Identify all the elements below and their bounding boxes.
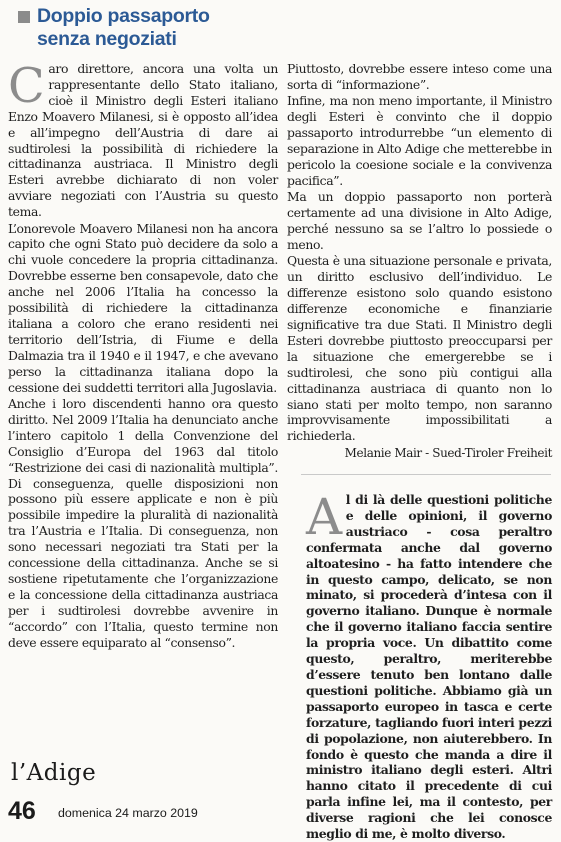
letter-column-left	[8, 58, 278, 651]
headline-marker	[18, 11, 30, 23]
signature-name: Melanie Mair	[344, 446, 422, 461]
letter-paragraph-6: Ma un doppio passaporto non porterà certamente ad una divisione in Alto Adige, perché nessuno sa se l’altro lo possiede o meno.	[287, 189, 552, 252]
headline	[37, 5, 210, 51]
letter-signature	[287, 446, 552, 462]
letter-paragraph-4: Piuttosto, dovrebbe essere inteso come una sorta di “informazione”.	[287, 61, 552, 92]
headline-line-2: senza negoziati	[37, 28, 177, 50]
reply-separator	[301, 474, 551, 475]
reply-dropcap: A	[306, 488, 342, 546]
headline-line-1: Doppio passaporto	[37, 5, 210, 27]
letter-column-right	[287, 61, 552, 462]
letter-paragraph-5: Infine, ma non meno importante, il Ministro degli Esteri è convinto che il doppio passaporto introdurrebbe “un elemento di separazione in Alto Adige che metterebbe in pericolo la coesione sociale e la convivenza pacifica”.	[287, 93, 552, 188]
editor-reply	[306, 488, 552, 842]
letter-paragraph-7: Questa è una situazione personale e privata, un diritto esclusivo dell’individuo. Le differenze esistono solo quando esistono differenze economiche e finanziarie significative tra due Stati. Il Ministro degli Esteri dovrebbe piuttosto preoccuparsi per la situazione che emergerebbe se i sudtirolesi, che sono più contigui alla cittadinanza austriaca di quanto non lo siano stati per molto tempo, non saranno improvvisamente impossibilitati a richiederla.	[287, 253, 552, 444]
letter-paragraph-1	[8, 58, 278, 220]
page-number: 46	[8, 797, 36, 825]
letter-paragraph-1-text: aro direttore, ancora una volta un rappresentante dello Stato italiano, cioè il Ministro degli Esteri italiano Enzo Moavero Milanesi, si è opposto all’idea e all’impegno dell’Austria di dare ai sudtirolesi la possibilità di richiedere la cittadinanza austriaca. Il Ministro degli Esteri avrebbe dichiarato di non voler avviare negoziati con l’Austria su questo tema.	[8, 61, 278, 220]
reply-text: l di là delle questioni politiche e delle opinioni, il governo austriaco - cosa peraltro confermata anche dal governo altoatesino - ha fatto intendere che in questo campo, delicato, se non minato, si procederà d’intesa con il governo italiano. Dunque è normale che il governo italiano faccia sentire la propria voce. Un dibattito come questo, peraltro, meriterebbe d’essere tenuto ben lontano dalle questioni politiche. Abbiamo già un passaporto europeo in tasca e certe forzature, tagliando fuori interi pezzi di popolazione, non aiuterebbero. In fondo è questo che manda a dire il ministro italiano degli esteri. Altri hanno citato il precedente di cui parla infine lei, ma il contesto, per diverse ragioni che lei conosce meglio di me, è molto diverso.	[306, 492, 552, 842]
letter-paragraph-2: L’onorevole Moavero Milanesi non ha ancora capito che ogni Stato può decidere da solo a chi vuole concedere la propria cittadinanza. Dovrebbe esserne ben consapevole, dato che anche nel 2006 l’Italia ha concesso la possibilità di richiedere la cittadinanza italiana a coloro che erano residenti nei territorio dell’Istria, di Fiume e della Dalmazia tra il 1940 e il 1947, e che avevano perso la cittadinanza italiana dopo la cessione dei suddetti territori alla Jugoslavia.	[8, 220, 278, 395]
signature-separator: -	[421, 446, 433, 461]
letter-dropcap: C	[8, 58, 45, 114]
newspaper-masthead: l’Adige	[11, 760, 97, 786]
reply-paragraph	[306, 488, 552, 842]
signature-affiliation: Sued-Tiroler Freiheit	[432, 446, 552, 461]
letter-paragraph-3: Anche i loro discendenti hanno ora questo diritto. Nel 2009 l’Italia ha denunciato anche l’intero capitolo 1 della Convenzione del Consiglio d’Europa del 1963 dal titolo “Restrizione dei casi di nazionalità multipla”. Di conseguenza, quelle disposizioni non possono più essere applicate e non è più possibile impedire la pluralità di nazionalità tra l’Austria e l’Italia. Di conseguenza, non sono necessari negoziati tra Stati per la concessione della cittadinanza. Anche se si sostiene ripetutamente che l’organizzazione e la concessione della cittadinanza austriaca per i sudtirolesi dovrebbe avvenire in “accordo” con l’Italia, questo termine non deve essere equiparato al “consenso”.	[8, 396, 278, 650]
issue-date: domenica 24 marzo 2019	[58, 806, 198, 820]
